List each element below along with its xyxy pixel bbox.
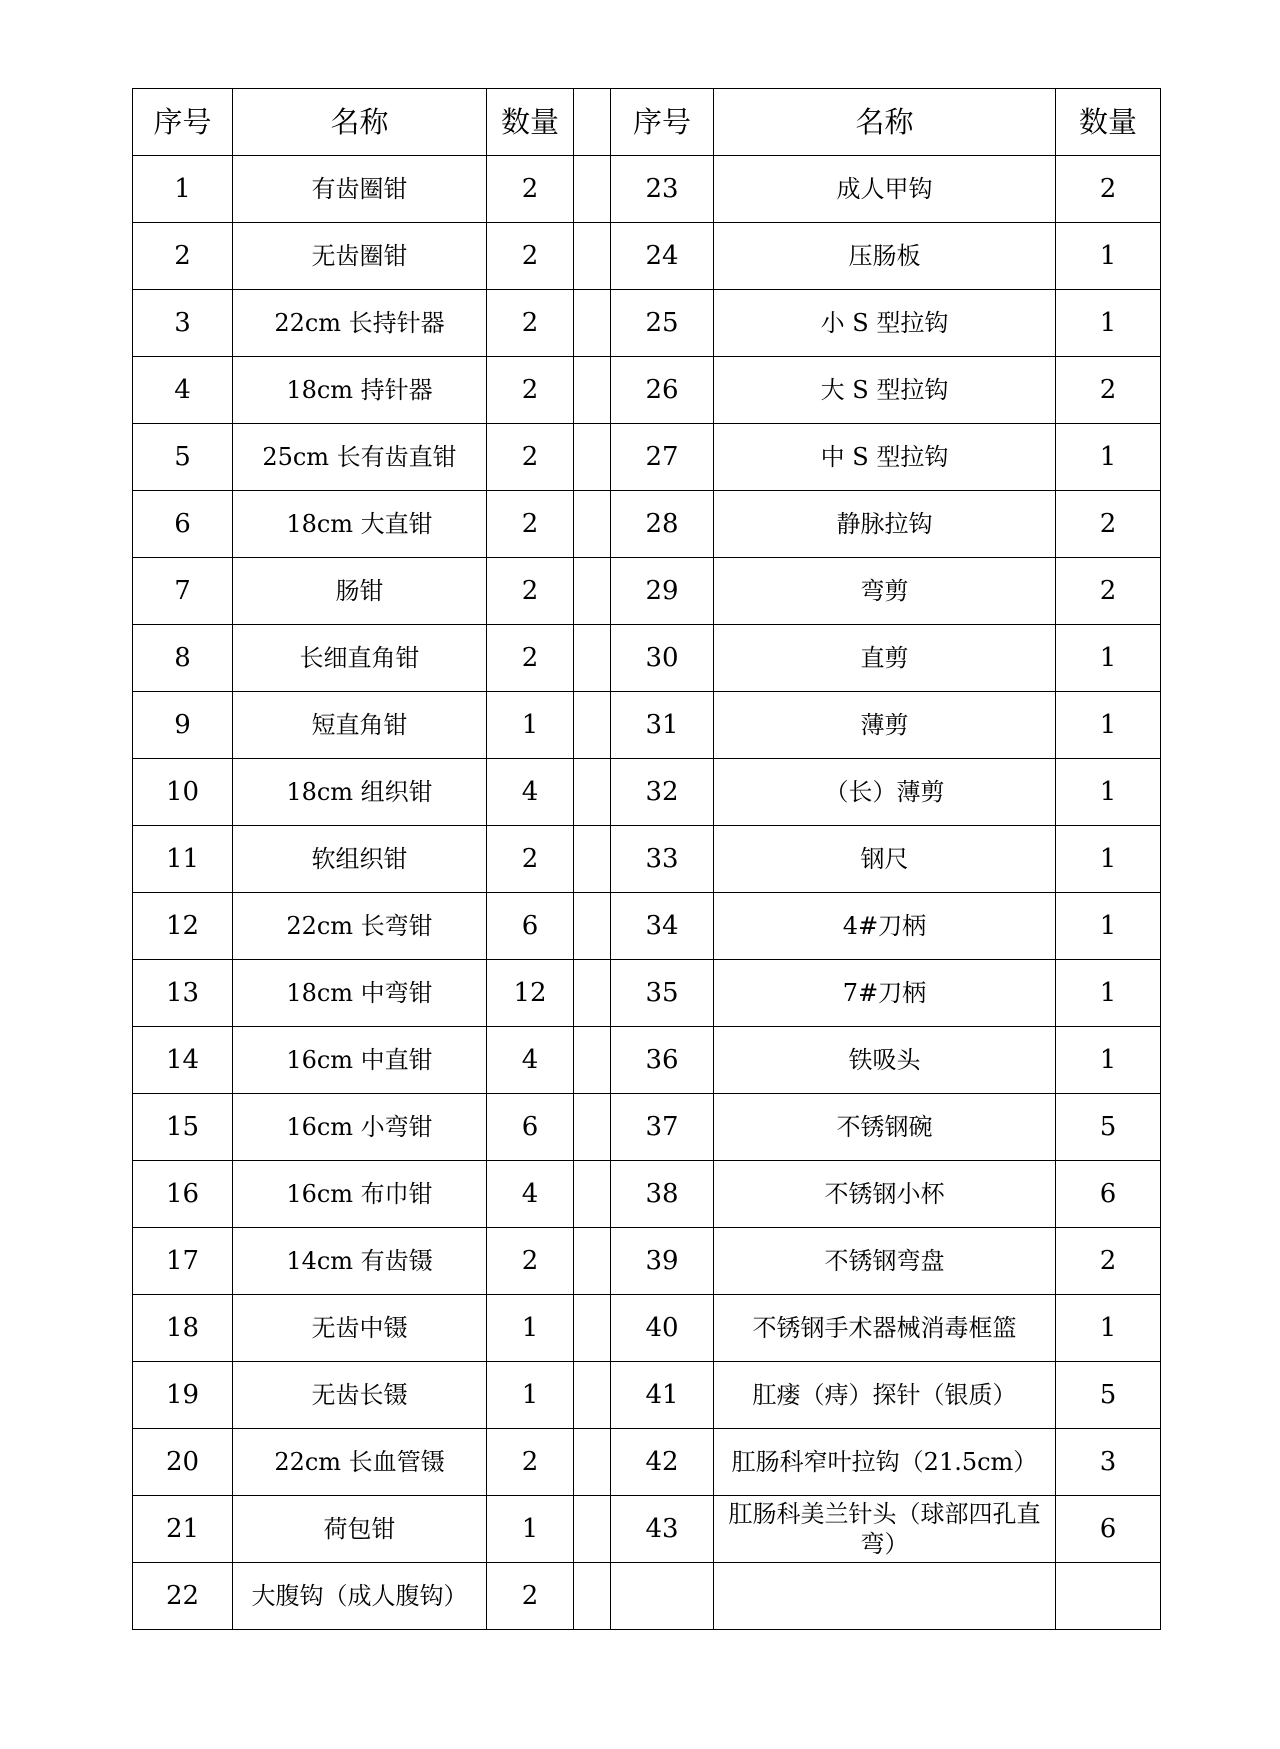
column-gap [574,692,611,759]
item-name: 成人甲钩 [714,156,1056,223]
item-name: （长）薄剪 [714,759,1056,826]
item-number: 27 [611,424,714,491]
item-quantity: 1 [1056,692,1161,759]
column-gap [574,89,611,156]
item-quantity: 1 [487,1496,574,1563]
column-gap [574,1429,611,1496]
item-number: 14 [133,1027,233,1094]
table-row [133,1295,1161,1362]
header-left-no: 序号 [133,89,233,156]
item-quantity: 6 [1056,1496,1161,1563]
item-name: 大 S 型拉钩 [714,357,1056,424]
item-quantity: 2 [487,1563,574,1630]
table-row [133,491,1161,558]
item-number: 39 [611,1228,714,1295]
column-gap [574,223,611,290]
column-gap [574,960,611,1027]
column-gap [574,491,611,558]
item-name: 短直角钳 [233,692,487,759]
item-quantity: 2 [487,424,574,491]
item-number: 5 [133,424,233,491]
item-quantity: 1 [1056,290,1161,357]
instrument-table [132,88,1161,1630]
item-quantity [1056,1563,1161,1630]
item-name: 不锈钢碗 [714,1094,1056,1161]
item-name: 小 S 型拉钩 [714,290,1056,357]
column-gap [574,156,611,223]
item-name: 薄剪 [714,692,1056,759]
item-quantity: 1 [1056,1027,1161,1094]
header-right-qty: 数量 [1056,89,1161,156]
item-number [611,1563,714,1630]
item-number: 20 [133,1429,233,1496]
column-gap [574,1563,611,1630]
table-row [133,290,1161,357]
item-name: 无齿长镊 [233,1362,487,1429]
item-name: 肛肠科窄叶拉钩（21.5cm） [714,1429,1056,1496]
item-quantity: 4 [487,1161,574,1228]
item-number: 43 [611,1496,714,1563]
column-gap [574,1228,611,1295]
column-gap [574,290,611,357]
item-number: 8 [133,625,233,692]
item-name: 4#刀柄 [714,893,1056,960]
item-quantity: 1 [1056,223,1161,290]
item-number: 31 [611,692,714,759]
column-gap [574,826,611,893]
item-number: 1 [133,156,233,223]
table-row [133,826,1161,893]
item-quantity: 1 [1056,1295,1161,1362]
item-name: 铁吸头 [714,1027,1056,1094]
item-number: 29 [611,558,714,625]
table-row [133,1496,1161,1563]
table-row [133,223,1161,290]
header-left-name: 名称 [233,89,487,156]
item-quantity: 2 [487,290,574,357]
item-quantity: 3 [1056,1429,1161,1496]
item-number: 12 [133,893,233,960]
item-quantity: 4 [487,759,574,826]
item-name: 弯剪 [714,558,1056,625]
item-name: 不锈钢手术器械消毒框篮 [714,1295,1056,1362]
item-number: 23 [611,156,714,223]
item-number: 25 [611,290,714,357]
item-name: 长细直角钳 [233,625,487,692]
item-name: 18cm 大直钳 [233,491,487,558]
item-number: 18 [133,1295,233,1362]
item-number: 34 [611,893,714,960]
item-quantity: 1 [1056,625,1161,692]
item-quantity: 2 [487,1429,574,1496]
item-number: 37 [611,1094,714,1161]
item-number: 2 [133,223,233,290]
item-number: 3 [133,290,233,357]
item-number: 35 [611,960,714,1027]
item-name: 有齿圈钳 [233,156,487,223]
item-name: 钢尺 [714,826,1056,893]
table-row [133,558,1161,625]
table-row [133,625,1161,692]
table-row [133,1161,1161,1228]
item-quantity: 5 [1056,1094,1161,1161]
item-name: 25cm 长有齿直钳 [233,424,487,491]
item-name: 大腹钩（成人腹钩） [233,1563,487,1630]
item-number: 13 [133,960,233,1027]
item-name: 静脉拉钩 [714,491,1056,558]
item-name: 压肠板 [714,223,1056,290]
item-name: 肠钳 [233,558,487,625]
table-row [133,1094,1161,1161]
column-gap [574,625,611,692]
item-number: 22 [133,1563,233,1630]
table-row [133,1228,1161,1295]
column-gap [574,1094,611,1161]
item-quantity: 1 [1056,759,1161,826]
item-name: 16cm 小弯钳 [233,1094,487,1161]
item-name: 16cm 布巾钳 [233,1161,487,1228]
table-row [133,759,1161,826]
table-row [133,424,1161,491]
table-row [133,1563,1161,1630]
header-left-qty: 数量 [487,89,574,156]
item-quantity: 2 [1056,1228,1161,1295]
item-name: 7#刀柄 [714,960,1056,1027]
item-quantity: 6 [487,1094,574,1161]
column-gap [574,558,611,625]
item-quantity: 2 [487,491,574,558]
item-quantity: 4 [487,1027,574,1094]
item-quantity: 1 [1056,424,1161,491]
item-name: 无齿中镊 [233,1295,487,1362]
column-gap [574,1362,611,1429]
item-name: 中 S 型拉钩 [714,424,1056,491]
item-number: 4 [133,357,233,424]
column-gap [574,424,611,491]
item-number: 40 [611,1295,714,1362]
table-row [133,156,1161,223]
item-number: 10 [133,759,233,826]
item-number: 11 [133,826,233,893]
item-name: 无齿圈钳 [233,223,487,290]
item-name: 14cm 有齿镊 [233,1228,487,1295]
item-number: 38 [611,1161,714,1228]
item-name: 18cm 组织钳 [233,759,487,826]
item-quantity: 2 [487,357,574,424]
column-gap [574,1027,611,1094]
header-right-no: 序号 [611,89,714,156]
item-number: 19 [133,1362,233,1429]
item-name: 直剪 [714,625,1056,692]
item-quantity: 2 [487,558,574,625]
item-number: 24 [611,223,714,290]
item-quantity: 2 [1056,491,1161,558]
item-name: 肛瘘（痔）探针（银质） [714,1362,1056,1429]
item-name: 荷包钳 [233,1496,487,1563]
table-row [133,893,1161,960]
table-row [133,1362,1161,1429]
item-number: 36 [611,1027,714,1094]
table-row [133,357,1161,424]
header-row [133,89,1161,156]
item-quantity: 5 [1056,1362,1161,1429]
item-quantity: 1 [487,692,574,759]
item-quantity: 2 [487,1228,574,1295]
item-quantity: 2 [487,826,574,893]
item-name: 22cm 长弯钳 [233,893,487,960]
item-quantity: 2 [487,156,574,223]
item-name: 22cm 长血管镊 [233,1429,487,1496]
item-name: 16cm 中直钳 [233,1027,487,1094]
item-name: 18cm 中弯钳 [233,960,487,1027]
item-number: 33 [611,826,714,893]
item-quantity: 1 [1056,960,1161,1027]
column-gap [574,1295,611,1362]
item-number: 28 [611,491,714,558]
item-quantity: 1 [487,1295,574,1362]
item-number: 41 [611,1362,714,1429]
instrument-sheet [132,88,1161,1630]
item-name: 18cm 持针器 [233,357,487,424]
column-gap [574,1161,611,1228]
item-quantity: 1 [1056,826,1161,893]
item-quantity: 2 [1056,156,1161,223]
item-number: 21 [133,1496,233,1563]
item-quantity: 2 [487,625,574,692]
item-number: 42 [611,1429,714,1496]
item-number: 9 [133,692,233,759]
table-row [133,1027,1161,1094]
item-name: 软组织钳 [233,826,487,893]
item-quantity: 12 [487,960,574,1027]
item-quantity: 1 [1056,893,1161,960]
item-quantity: 1 [487,1362,574,1429]
item-name [714,1563,1056,1630]
table-row [133,692,1161,759]
item-number: 6 [133,491,233,558]
column-gap [574,357,611,424]
item-quantity: 2 [1056,357,1161,424]
header-right-name: 名称 [714,89,1056,156]
item-number: 32 [611,759,714,826]
item-quantity: 6 [487,893,574,960]
item-quantity: 2 [1056,558,1161,625]
item-name: 不锈钢小杯 [714,1161,1056,1228]
table-row [133,1429,1161,1496]
item-name: 肛肠科美兰针头（球部四孔直弯） [714,1496,1056,1563]
item-quantity: 6 [1056,1161,1161,1228]
column-gap [574,893,611,960]
item-number: 7 [133,558,233,625]
item-name: 22cm 长持针器 [233,290,487,357]
table-row [133,960,1161,1027]
item-number: 16 [133,1161,233,1228]
item-number: 15 [133,1094,233,1161]
item-quantity: 2 [487,223,574,290]
item-number: 17 [133,1228,233,1295]
column-gap [574,1496,611,1563]
column-gap [574,759,611,826]
item-name: 不锈钢弯盘 [714,1228,1056,1295]
item-number: 30 [611,625,714,692]
item-number: 26 [611,357,714,424]
